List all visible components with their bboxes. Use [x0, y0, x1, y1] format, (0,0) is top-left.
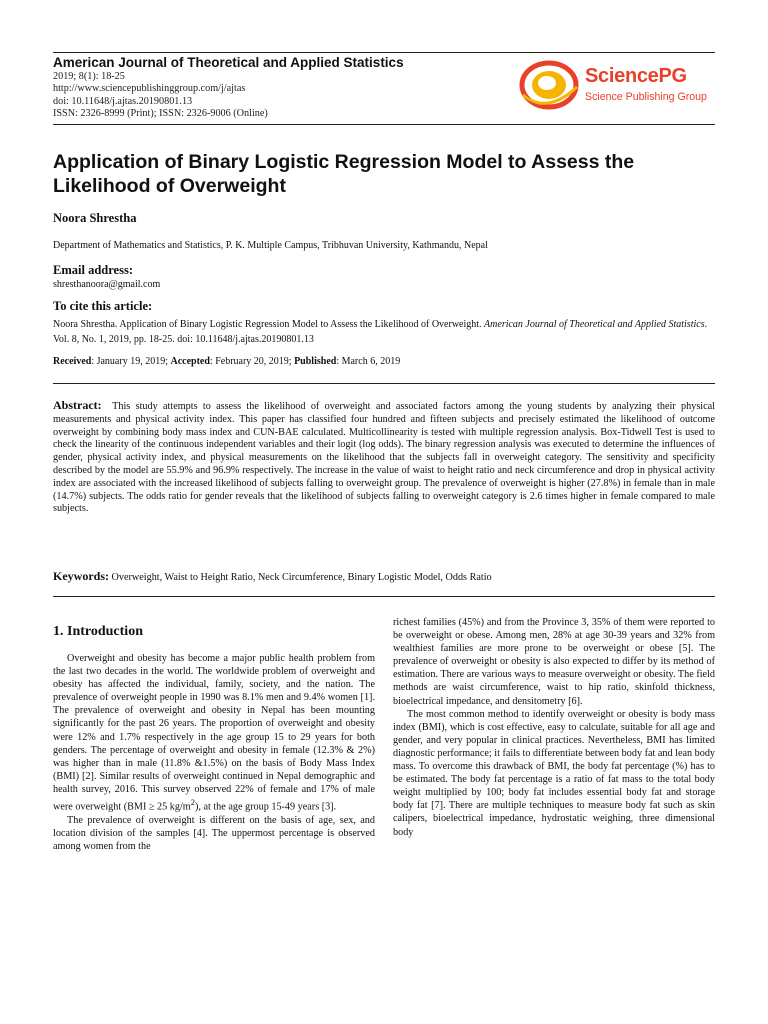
email-heading: Email address:: [53, 263, 133, 277]
sciencepg-swirl-icon: [517, 57, 581, 113]
citation-plain: Noora Shrestha. Application of Binary Logistic Regression Model to Assess the Likelihood of Overweight.: [53, 319, 485, 330]
paragraph: [53, 652, 375, 814]
published-label: Published: [294, 356, 337, 367]
paper-title: Application of Binary Logistic Regression Model to Assess the Likelihood of Overweight: [53, 151, 635, 197]
text-column-left: [53, 652, 375, 853]
keywords-label: Keywords:: [53, 569, 109, 583]
paragraph-text: ), at the age group 15-49 years [3].: [194, 801, 337, 813]
paragraph-text: Overweight and obesity has become a major public health problem from the last two decades in the world. The worldwide problem of overweight and obesity has affected the individual, family, society, and the nation. The prevalence of overweight people in 1990 was 8.1% men and 9.4% women [1]. The prevalence of overweight and obesity in Nepal has been mounting significantly for the past 26 years. The proportion of overweight and obesity were 12% and 1.7% respectively in the age group 15 to 29 years for both genders. The percentage of overweight and obesity in female (12.3% & 2%) was higher than in male (11.8% &1.5%) on the basis of Body Mass Index (BMI) [2]. Similar results of overweight continued in Nepal demographic and health survey, 2016. This survey observed 22% of female and 17% of male were overweight (BMI ≥ 25 kg/m: [53, 653, 375, 813]
citation-text: [53, 318, 715, 347]
publisher-logo-name: SciencePG: [585, 65, 687, 87]
header-bottom-rule: [53, 124, 715, 125]
publisher-logo-subtitle: Science Publishing Group: [585, 91, 707, 103]
keywords: [53, 569, 715, 584]
abstract-text: This study attempts to assess the likelihood of overweight and associated factors among the young students by analyzing their physical measurements and physical activity index. This paper has classified four hundred and fifteen subjects and precisely estimated the likelihood of outcome overweight by combining body mass index and CUN-BAE calculated. Multicollinearity is tested with multiple regression analysis. Box-Tidwell Test is used to check the linearity of the continuous independent variables and their logit (log odds). The binary regression analysis was executed to determine the influences of gender, physical activity index, and physical measurements on the likelihood that the subjects fall in overweight category. The sensitivity and specificity described by the model are 55.9% and 96.9% respectively. The increase in the value of waist to height ratio and neck circumference and drop in physical activity index are associated with the increased likelihood of subjects falling to overweight group. The prevalence of overweight is higher (27.8%) in female than in male (14.7%) subjects. The odds ratio for gender reveals that the likelihood of subjects falling to overweight category is 2.6 times higher in female compared to male subjects.: [53, 401, 715, 515]
journal-issue: 2019; 8(1): 18-25: [53, 71, 125, 82]
author-email[interactable]: shresthanoora@gmail.com: [53, 279, 161, 290]
superscript: 2: [190, 797, 195, 808]
published-date: : March 6, 2019: [336, 356, 401, 367]
journal-name: American Journal of Theoretical and Applied Statistics: [53, 55, 404, 70]
paper-affiliation: Department of Mathematics and Statistics, P. K. Multiple Campus, Tribhuvan University, Kathmandu, Nepal: [53, 240, 488, 251]
publication-dates: [53, 356, 715, 367]
text-column-right: [393, 616, 715, 839]
received-label: Received: [53, 356, 92, 367]
paragraph: richest families (45%) and from the Province 3, 35% of them were reported to be overweight or obese. Among men, 28% at age 30-39 years and 32% from wealthiest families are more prone to be overweight or obese [5]. The prevalence of overweight or obesity is also expected to differ by its method of estimation. There are various ways to measure overweight or obesity. The field methods are waist circumference, waist to hip ratio, skinfold thickness, bioelectrical impedance, and densitometry [6].: [393, 617, 715, 707]
paragraph: The most common method to identify overweight or obesity is body mass index (BMI), which is cost effective, easy to calculate, suitable for all age and gender, and very popular in clinical practices. Nevertheless, BMI has limited diagnostic performance; it fails to differentiate between body fat and lean body mass. To overcome this drawback of BMI, the body fat percentage (%) has to be estimated. The body fat percentage is a ratio of fat mass to the total body weight multiplied by 100; body fat includes essential body fat and storage body fat [7]. There are multiple techniques to measure body fat such as skin calipers, bioelectrical impedance, hydrostatic weighing, three dimensional body: [393, 708, 716, 838]
abstract-label: Abstract:: [53, 398, 102, 412]
journal-header: [53, 55, 715, 125]
accepted-date: : February 20, 2019;: [209, 356, 295, 367]
abstract: [53, 399, 715, 516]
cite-heading: To cite this article:: [53, 299, 153, 313]
paper-author: Noora Shrestha: [53, 211, 137, 225]
citation-tail: . Vol. 8, No. 1, 2019, pp. 18-25. doi: 10.11648/j.ajtas.20190801.13: [53, 319, 708, 345]
header-top-rule: [53, 52, 715, 53]
paragraph: The prevalence of overweight is different on the basis of age, sex, and location division of the samples [4]. The uppermost percentage is observed among women from the: [53, 814, 375, 852]
publisher-logo: [515, 57, 715, 113]
citation-journal: American Journal of Theoretical and Applied Statistics: [484, 319, 705, 330]
dates-rule: [53, 383, 715, 384]
journal-doi[interactable]: doi: 10.11648/j.ajtas.20190801.13: [53, 95, 193, 107]
accepted-label: Accepted: [170, 356, 210, 367]
keywords-rule: [53, 596, 715, 597]
received-date: : January 19, 2019;: [91, 356, 171, 367]
journal-issn: ISSN: 2326-8999 (Print); ISSN: 2326-9006 (Online): [53, 108, 268, 120]
keywords-text: Overweight, Waist to Height Ratio, Neck Circumference, Binary Logistic Model, Odds Ratio: [111, 572, 492, 583]
journal-url[interactable]: http://www.sciencepublishinggroup.com/j/ajtas: [53, 83, 246, 95]
section-heading-introduction: 1. Introduction: [53, 624, 143, 639]
